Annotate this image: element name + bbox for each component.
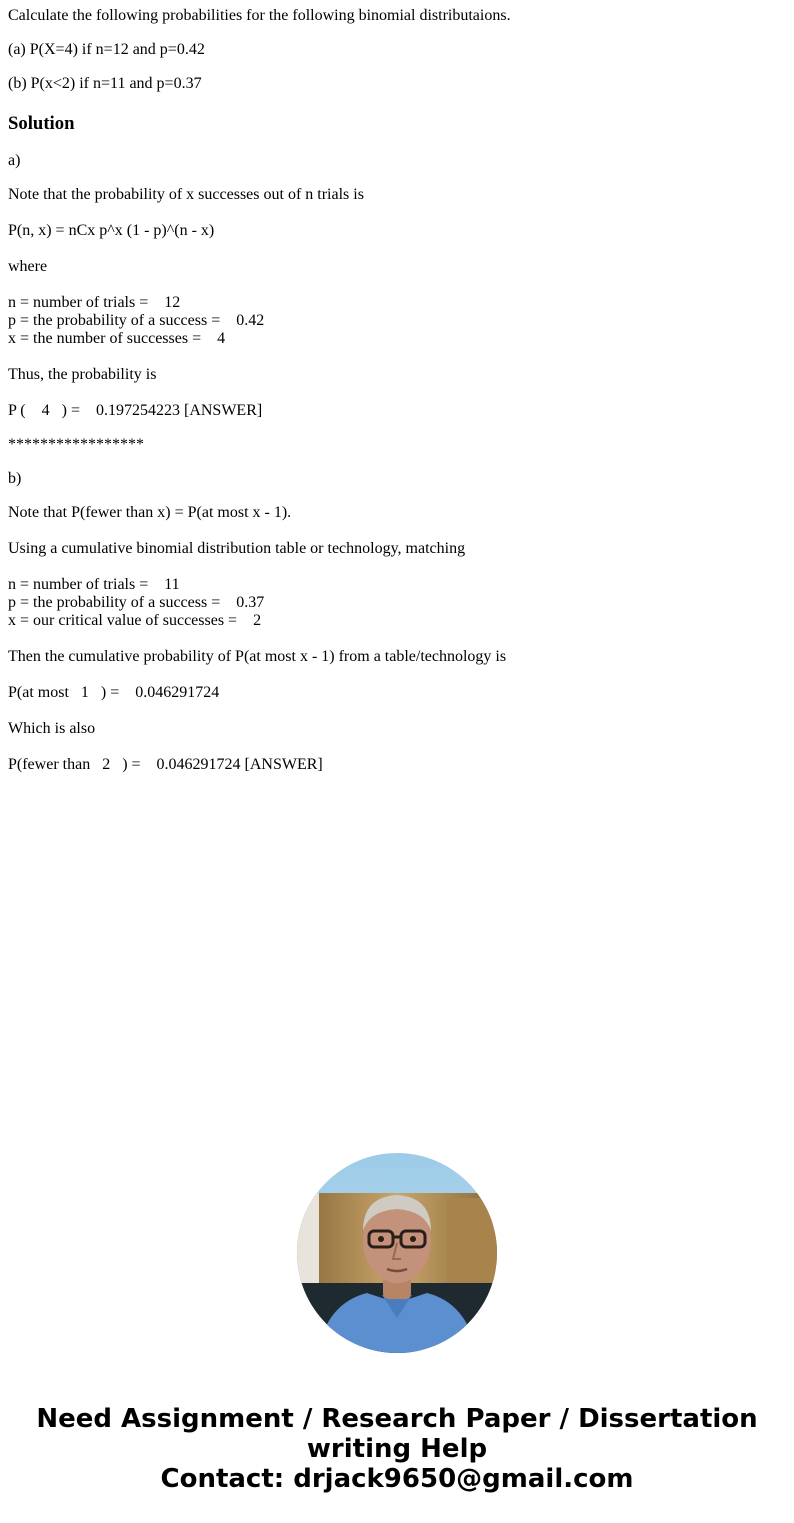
author-photo-icon <box>297 1153 497 1353</box>
part-b-n-line: n = number of trials = 11 <box>8 576 180 593</box>
part-a-p-line: p = the probability of a success = 0.42 <box>8 312 265 329</box>
question-part-b: (b) P(x<2) if n=11 and p=0.37 <box>8 75 202 92</box>
separator: ***************** <box>8 436 144 453</box>
footer-promo <box>0 1404 794 1494</box>
solution-heading: Solution <box>8 113 75 134</box>
author-avatar <box>297 1153 497 1353</box>
part-b-using: Using a cumulative binomial distribution table or technology, matching <box>8 540 466 557</box>
part-a-where: where <box>8 258 48 275</box>
part-b-x-line: x = our critical value of successes = 2 <box>8 612 262 629</box>
part-b-then: Then the cumulative probability of P(at most x - 1) from a table/technology is <box>8 648 507 665</box>
footer-contact: Contact: drjack9650@gmail.com <box>160 1464 634 1494</box>
part-a-thus: Thus, the probability is <box>8 366 157 383</box>
part-a-answer: P ( 4 ) = 0.197254223 [ANSWER] <box>8 402 263 419</box>
part-b-p-line: p = the probability of a success = 0.37 <box>8 594 265 611</box>
part-a-formula: P(n, x) = nCx p^x (1 - p)^(n - x) <box>8 222 215 239</box>
question-part-a: (a) P(X=4) if n=12 and p=0.42 <box>8 41 205 58</box>
part-b-at-most: P(at most 1 ) = 0.046291724 <box>8 684 220 701</box>
part-a-note: Note that the probability of x successes out of n trials is <box>8 186 364 203</box>
footer-line-1: Need Assignment / Research Paper / Dissertation <box>36 1404 758 1434</box>
part-a-label: a) <box>8 152 21 169</box>
part-b-note: Note that P(fewer than x) = P(at most x - 1). <box>8 504 292 521</box>
part-b-answer: P(fewer than 2 ) = 0.046291724 [ANSWER] <box>8 756 323 773</box>
part-b-label: b) <box>8 470 22 487</box>
question-prompt: Calculate the following probabilities for the following binomial distributaions. <box>8 7 511 24</box>
part-a-n-line: n = number of trials = 12 <box>8 294 181 311</box>
part-b-which: Which is also <box>8 720 96 737</box>
footer-line-2: writing Help <box>306 1434 488 1464</box>
part-a-x-line: x = the number of successes = 4 <box>8 330 226 347</box>
